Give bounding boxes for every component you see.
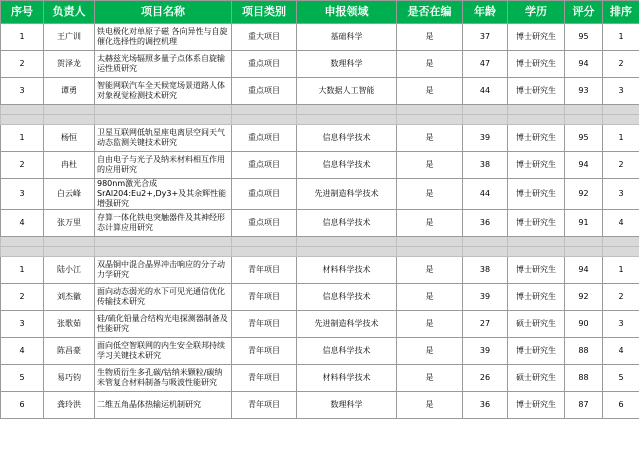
cell-category: 青年项目: [232, 311, 297, 338]
spacer-cell: [603, 247, 639, 257]
cell-category: 青年项目: [232, 338, 297, 365]
spacer-cell: [297, 247, 397, 257]
cell-field: 数理科学: [297, 392, 397, 419]
table-row: [1, 210, 639, 237]
cell-degree: 硕士研究生: [508, 311, 565, 338]
cell-project: 太赫兹光场辐照多量子点体系自旋输运性质研究: [95, 51, 232, 78]
cell-field: 信息科学技术: [297, 125, 397, 152]
cell-score: 95: [565, 125, 603, 152]
spacer-cell: [603, 105, 639, 115]
spacer-cell: [463, 247, 508, 257]
cell-category: 青年项目: [232, 257, 297, 284]
cell-rank: 2: [603, 284, 639, 311]
cell-rank: 1: [603, 125, 639, 152]
cell-degree: 博士研究生: [508, 51, 565, 78]
spacer-cell: [297, 105, 397, 115]
cell-category: 青年项目: [232, 392, 297, 419]
cell-staff: 是: [397, 338, 463, 365]
cell-leader: 陆小江: [44, 257, 95, 284]
cell-staff: 是: [397, 392, 463, 419]
cell-category: 重大项目: [232, 24, 297, 51]
cell-project: 自由电子与光子及纳米材料相互作用的应用研究: [95, 152, 232, 179]
cell-score: 94: [565, 51, 603, 78]
cell-leader: 张万里: [44, 210, 95, 237]
cell-degree: 博士研究生: [508, 257, 565, 284]
header-leader: 负责人: [44, 1, 95, 24]
cell-project: 980nm激光合成SrAl204:Eu2+,Dy3+及其余辉性能增强研究: [95, 179, 232, 210]
cell-project: 卫星互联网低轨星座电离层空间天气动态监测关键技术研究: [95, 125, 232, 152]
cell-seq: 3: [1, 179, 44, 210]
cell-degree: 博士研究生: [508, 125, 565, 152]
cell-field: 信息科学技术: [297, 338, 397, 365]
header-seq: 序号: [1, 1, 44, 24]
cell-leader: 贺泽龙: [44, 51, 95, 78]
cell-staff: 是: [397, 257, 463, 284]
cell-score: 90: [565, 311, 603, 338]
cell-seq: 4: [1, 210, 44, 237]
table-row: [1, 257, 639, 284]
header-row: [1, 1, 639, 24]
cell-staff: 是: [397, 51, 463, 78]
cell-leader: 杨恒: [44, 125, 95, 152]
group-spacer-row: [1, 247, 639, 257]
cell-rank: 6: [603, 392, 639, 419]
cell-score: 94: [565, 257, 603, 284]
spacer-cell: [232, 247, 297, 257]
cell-age: 37: [463, 24, 508, 51]
spacer-cell: [232, 105, 297, 115]
cell-score: 88: [565, 338, 603, 365]
cell-rank: 4: [603, 338, 639, 365]
cell-seq: 4: [1, 338, 44, 365]
cell-age: 27: [463, 311, 508, 338]
cell-staff: 是: [397, 365, 463, 392]
cell-field: 大数据人工智能: [297, 78, 397, 105]
header-age: 年龄: [463, 1, 508, 24]
cell-leader: 龚玲洪: [44, 392, 95, 419]
cell-degree: 博士研究生: [508, 179, 565, 210]
spacer-cell: [508, 237, 565, 247]
cell-category: 重点项目: [232, 78, 297, 105]
cell-degree: 博士研究生: [508, 78, 565, 105]
cell-field: 基础科学: [297, 24, 397, 51]
cell-score: 92: [565, 179, 603, 210]
cell-rank: 1: [603, 24, 639, 51]
table-row: [1, 179, 639, 210]
cell-category: 重点项目: [232, 210, 297, 237]
cell-category: 重点项目: [232, 51, 297, 78]
cell-category: 重点项目: [232, 125, 297, 152]
cell-staff: 是: [397, 152, 463, 179]
cell-project: 面向动态弱光的水下可见光通信优化传输技术研究: [95, 284, 232, 311]
cell-degree: 硕士研究生: [508, 365, 565, 392]
cell-staff: 是: [397, 78, 463, 105]
cell-staff: 是: [397, 311, 463, 338]
cell-seq: 2: [1, 152, 44, 179]
cell-leader: 王广训: [44, 24, 95, 51]
spacer-cell: [297, 237, 397, 247]
spacer-cell: [565, 105, 603, 115]
cell-rank: 4: [603, 210, 639, 237]
cell-staff: 是: [397, 210, 463, 237]
table-body: [1, 24, 639, 419]
cell-field: 先进制造科学技术: [297, 311, 397, 338]
spacer-cell: [232, 115, 297, 125]
table-row: [1, 152, 639, 179]
cell-age: 39: [463, 284, 508, 311]
cell-score: 91: [565, 210, 603, 237]
spacer-cell: [95, 237, 232, 247]
cell-project: 面向低空智联网的内生安全联邦持续学习关键技术研究: [95, 338, 232, 365]
table-row: [1, 51, 639, 78]
spacer-cell: [95, 105, 232, 115]
cell-rank: 2: [603, 152, 639, 179]
spacer-cell: [397, 247, 463, 257]
table-row: [1, 311, 639, 338]
spacer-cell: [397, 237, 463, 247]
cell-degree: 博士研究生: [508, 284, 565, 311]
cell-leader: 陈昌豪: [44, 338, 95, 365]
cell-score: 94: [565, 152, 603, 179]
cell-category: 青年项目: [232, 365, 297, 392]
table-row: [1, 125, 639, 152]
cell-score: 95: [565, 24, 603, 51]
cell-staff: 是: [397, 125, 463, 152]
spacer-cell: [44, 247, 95, 257]
cell-age: 47: [463, 51, 508, 78]
cell-degree: 博士研究生: [508, 338, 565, 365]
spacer-cell: [44, 115, 95, 125]
table-row: [1, 365, 639, 392]
spacer-cell: [397, 105, 463, 115]
spacer-cell: [44, 237, 95, 247]
cell-leader: 谭勇: [44, 78, 95, 105]
header-rank: 排序: [603, 1, 639, 24]
table-row: [1, 392, 639, 419]
cell-seq: 2: [1, 51, 44, 78]
header-staff: 是否在编: [397, 1, 463, 24]
cell-score: 92: [565, 284, 603, 311]
spacer-cell: [1, 115, 44, 125]
cell-rank: 3: [603, 179, 639, 210]
cell-project: 硅/硫化铅量合结构光电探测器制备及性能研究: [95, 311, 232, 338]
cell-field: 数理科学: [297, 51, 397, 78]
cell-field: 信息科学技术: [297, 284, 397, 311]
spacer-cell: [1, 247, 44, 257]
spacer-cell: [397, 115, 463, 125]
spacer-cell: [565, 115, 603, 125]
cell-seq: 1: [1, 125, 44, 152]
spacer-cell: [44, 105, 95, 115]
spacer-cell: [463, 237, 508, 247]
cell-degree: 博士研究生: [508, 392, 565, 419]
header-category: 项目类别: [232, 1, 297, 24]
cell-project: 二维五角晶体热输运机制研究: [95, 392, 232, 419]
spacer-cell: [508, 105, 565, 115]
cell-age: 36: [463, 392, 508, 419]
cell-age: 36: [463, 210, 508, 237]
cell-seq: 3: [1, 311, 44, 338]
group-spacer-row: [1, 115, 639, 125]
cell-leader: 易巧钧: [44, 365, 95, 392]
spacer-cell: [95, 115, 232, 125]
cell-degree: 博士研究生: [508, 152, 565, 179]
cell-age: 38: [463, 257, 508, 284]
cell-age: 39: [463, 338, 508, 365]
group-spacer-row: [1, 237, 639, 247]
cell-seq: 3: [1, 78, 44, 105]
cell-staff: 是: [397, 179, 463, 210]
spacer-cell: [297, 115, 397, 125]
cell-project: 生物质衍生多孔碳/钴纳米颗粒/碳纳米管复合材料制备与吸波性能研究: [95, 365, 232, 392]
cell-rank: 3: [603, 78, 639, 105]
cell-project: 双晶铜中混合晶界冲击响应的分子动力学研究: [95, 257, 232, 284]
spacer-cell: [95, 247, 232, 257]
cell-category: 青年项目: [232, 284, 297, 311]
cell-age: 44: [463, 78, 508, 105]
cell-project: 铁电极化对单原子磁 各向异性与自旋催化选择性的调控机理: [95, 24, 232, 51]
table-row: [1, 78, 639, 105]
table-row: [1, 24, 639, 51]
cell-score: 88: [565, 365, 603, 392]
spacer-cell: [463, 115, 508, 125]
spacer-cell: [232, 237, 297, 247]
cell-staff: 是: [397, 284, 463, 311]
cell-project: 存算一体化铁电突触器件及其神经形态计算应用研究: [95, 210, 232, 237]
spacer-cell: [508, 115, 565, 125]
header-field: 申报领域: [297, 1, 397, 24]
cell-staff: 是: [397, 24, 463, 51]
cell-category: 重点项目: [232, 179, 297, 210]
spacer-cell: [1, 237, 44, 247]
table-row: [1, 284, 639, 311]
cell-seq: 2: [1, 284, 44, 311]
cell-field: 信息科学技术: [297, 152, 397, 179]
cell-field: 材料科学技术: [297, 257, 397, 284]
cell-score: 93: [565, 78, 603, 105]
cell-seq: 1: [1, 24, 44, 51]
cell-leader: 刘杰徽: [44, 284, 95, 311]
cell-category: 重点项目: [232, 152, 297, 179]
cell-rank: 2: [603, 51, 639, 78]
spacer-cell: [565, 247, 603, 257]
group-spacer-row: [1, 105, 639, 115]
cell-seq: 1: [1, 257, 44, 284]
spacer-cell: [603, 237, 639, 247]
cell-seq: 6: [1, 392, 44, 419]
header-score: 评分: [565, 1, 603, 24]
cell-leader: 白云峰: [44, 179, 95, 210]
cell-field: 材料科学技术: [297, 365, 397, 392]
table-row: [1, 338, 639, 365]
header-project: 项目名称: [95, 1, 232, 24]
cell-age: 26: [463, 365, 508, 392]
spacer-cell: [1, 105, 44, 115]
cell-leader: 冉杜: [44, 152, 95, 179]
spacer-cell: [463, 105, 508, 115]
cell-age: 39: [463, 125, 508, 152]
cell-score: 87: [565, 392, 603, 419]
spacer-cell: [565, 237, 603, 247]
cell-seq: 5: [1, 365, 44, 392]
spacer-cell: [603, 115, 639, 125]
cell-rank: 3: [603, 311, 639, 338]
cell-project: 智能网联汽车全天候宽场景道路人体对象视觉检测技术研究: [95, 78, 232, 105]
cell-age: 38: [463, 152, 508, 179]
cell-field: 先进制造科学技术: [297, 179, 397, 210]
header-degree: 学历: [508, 1, 565, 24]
cell-age: 44: [463, 179, 508, 210]
cell-degree: 博士研究生: [508, 210, 565, 237]
cell-rank: 5: [603, 365, 639, 392]
cell-leader: 张歌茹: [44, 311, 95, 338]
cell-rank: 1: [603, 257, 639, 284]
spacer-cell: [508, 247, 565, 257]
cell-field: 信息科学技术: [297, 210, 397, 237]
cell-degree: 博士研究生: [508, 24, 565, 51]
